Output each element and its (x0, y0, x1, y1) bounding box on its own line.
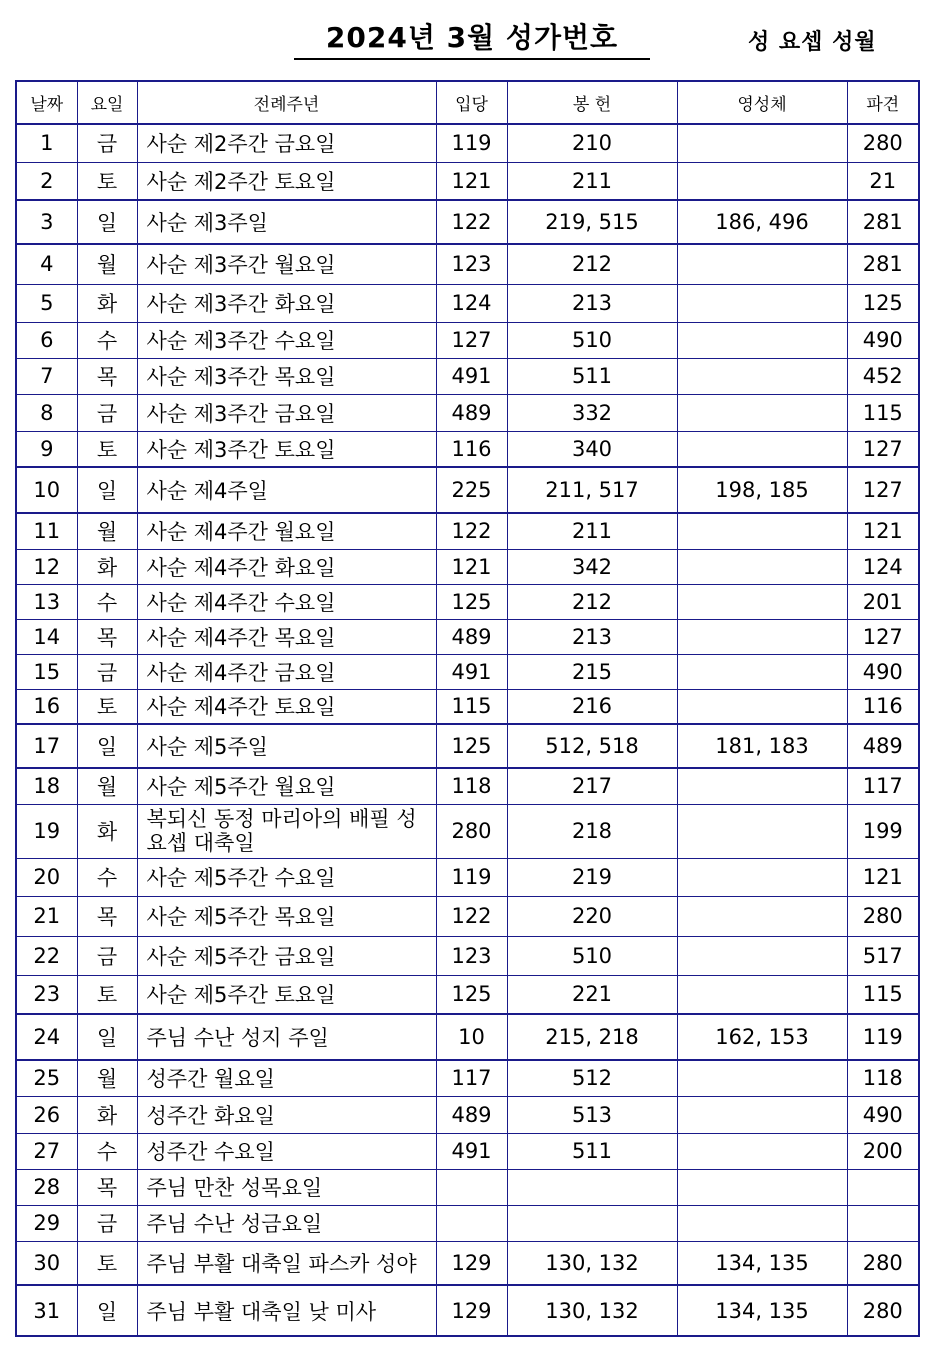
cell-recessional: 280 (847, 1241, 919, 1285)
table-row (16, 858, 919, 896)
cell-liturgy: 사순 제5주간 금요일 (137, 936, 436, 975)
cell-day: 토 (77, 689, 137, 724)
cell-recessional: 121 (847, 513, 919, 549)
cell-communion (677, 1169, 847, 1205)
cell-day: 수 (77, 858, 137, 896)
cell-liturgy: 사순 제3주간 월요일 (137, 244, 436, 284)
cell-day: 일 (77, 1014, 137, 1060)
column-header-date: 날짜 (16, 81, 77, 124)
cell-liturgy: 사순 제4주간 토요일 (137, 689, 436, 724)
cell-date: 31 (16, 1285, 77, 1336)
column-header-entrance: 입당 (436, 81, 507, 124)
cell-offertory: 210 (507, 124, 677, 162)
cell-entrance: 127 (436, 322, 507, 358)
cell-liturgy: 사순 제5주간 토요일 (137, 975, 436, 1014)
cell-day: 금 (77, 654, 137, 689)
cell-entrance: 122 (436, 200, 507, 244)
cell-communion (677, 689, 847, 724)
cell-date: 11 (16, 513, 77, 549)
cell-entrance (436, 1169, 507, 1205)
table-row (16, 200, 919, 244)
cell-communion (677, 1060, 847, 1096)
cell-liturgy: 사순 제5주간 월요일 (137, 768, 436, 804)
cell-day: 일 (77, 200, 137, 244)
cell-recessional: 281 (847, 244, 919, 284)
cell-offertory: 216 (507, 689, 677, 724)
cell-communion (677, 1133, 847, 1169)
cell-recessional: 517 (847, 936, 919, 975)
cell-entrance: 489 (436, 394, 507, 431)
cell-recessional: 280 (847, 896, 919, 936)
cell-entrance: 489 (436, 619, 507, 654)
cell-liturgy: 주님 수난 성금요일 (137, 1205, 436, 1241)
cell-recessional: 127 (847, 431, 919, 467)
cell-offertory: 221 (507, 975, 677, 1014)
cell-date: 20 (16, 858, 77, 896)
cell-offertory: 512 (507, 1060, 677, 1096)
cell-date: 8 (16, 394, 77, 431)
cell-day: 토 (77, 1241, 137, 1285)
cell-recessional: 21 (847, 162, 919, 200)
column-header-liturgy: 전례주년 (137, 81, 436, 124)
table-row (16, 431, 919, 467)
cell-liturgy: 사순 제3주간 금요일 (137, 394, 436, 431)
table-row (16, 1060, 919, 1096)
cell-liturgy: 복되신 동정 마리아의 배필 성 요셉 대축일 (137, 804, 436, 858)
cell-entrance: 125 (436, 584, 507, 619)
table-row (16, 804, 919, 858)
cell-date: 4 (16, 244, 77, 284)
cell-communion (677, 768, 847, 804)
cell-day: 금 (77, 936, 137, 975)
cell-liturgy: 사순 제4주간 목요일 (137, 619, 436, 654)
cell-entrance: 491 (436, 654, 507, 689)
cell-date: 24 (16, 1014, 77, 1060)
column-header-recessional: 파견 (847, 81, 919, 124)
cell-recessional: 281 (847, 200, 919, 244)
cell-date: 5 (16, 284, 77, 322)
cell-recessional: 280 (847, 124, 919, 162)
cell-entrance: 116 (436, 431, 507, 467)
cell-date: 1 (16, 124, 77, 162)
cell-recessional: 116 (847, 689, 919, 724)
table-row (16, 284, 919, 322)
table-row (16, 1205, 919, 1241)
cell-day: 수 (77, 322, 137, 358)
cell-date: 10 (16, 467, 77, 513)
cell-day: 금 (77, 394, 137, 431)
cell-day: 금 (77, 124, 137, 162)
cell-communion (677, 896, 847, 936)
cell-communion (677, 124, 847, 162)
cell-communion: 198, 185 (677, 467, 847, 513)
cell-offertory: 211 (507, 513, 677, 549)
table-row (16, 549, 919, 584)
cell-recessional: 200 (847, 1133, 919, 1169)
cell-recessional: 199 (847, 804, 919, 858)
cell-liturgy: 성주간 화요일 (137, 1096, 436, 1133)
table-row (16, 162, 919, 200)
table-row (16, 1096, 919, 1133)
cell-liturgy: 사순 제4주간 화요일 (137, 549, 436, 584)
cell-date: 26 (16, 1096, 77, 1133)
cell-entrance: 121 (436, 162, 507, 200)
cell-day: 금 (77, 1205, 137, 1241)
cell-entrance: 489 (436, 1096, 507, 1133)
cell-offertory: 512, 518 (507, 724, 677, 768)
cell-offertory: 130, 132 (507, 1285, 677, 1336)
column-header-offertory: 봉 헌 (507, 81, 677, 124)
cell-day: 화 (77, 1096, 137, 1133)
cell-liturgy: 사순 제2주간 금요일 (137, 124, 436, 162)
cell-date: 30 (16, 1241, 77, 1285)
cell-recessional: 127 (847, 467, 919, 513)
cell-communion (677, 394, 847, 431)
cell-entrance: 115 (436, 689, 507, 724)
cell-date: 21 (16, 896, 77, 936)
cell-recessional (847, 1205, 919, 1241)
cell-liturgy: 사순 제3주일 (137, 200, 436, 244)
cell-recessional (847, 1169, 919, 1205)
cell-offertory: 332 (507, 394, 677, 431)
cell-liturgy: 사순 제4주일 (137, 467, 436, 513)
cell-communion (677, 804, 847, 858)
cell-entrance: 225 (436, 467, 507, 513)
cell-day: 수 (77, 1133, 137, 1169)
column-header-day: 요일 (77, 81, 137, 124)
cell-communion (677, 858, 847, 896)
cell-liturgy: 성주간 수요일 (137, 1133, 436, 1169)
cell-recessional: 201 (847, 584, 919, 619)
cell-date: 15 (16, 654, 77, 689)
table-row (16, 1133, 919, 1169)
cell-entrance: 118 (436, 768, 507, 804)
table-row (16, 654, 919, 689)
cell-liturgy: 주님 부활 대축일 파스카 성야 (137, 1241, 436, 1285)
cell-recessional: 119 (847, 1014, 919, 1060)
cell-entrance (436, 1205, 507, 1241)
cell-offertory (507, 1169, 677, 1205)
cell-entrance: 129 (436, 1285, 507, 1336)
cell-entrance: 123 (436, 936, 507, 975)
table-row (16, 768, 919, 804)
cell-date: 27 (16, 1133, 77, 1169)
parish-subtitle: 성 요셉 성월 (748, 30, 877, 55)
cell-date: 3 (16, 200, 77, 244)
cell-entrance: 124 (436, 284, 507, 322)
page-title: 2024년 3월 성가번호 (294, 18, 650, 60)
cell-entrance: 280 (436, 804, 507, 858)
cell-offertory: 219 (507, 858, 677, 896)
cell-communion: 134, 135 (677, 1285, 847, 1336)
cell-entrance: 119 (436, 124, 507, 162)
cell-entrance: 125 (436, 724, 507, 768)
cell-day: 화 (77, 804, 137, 858)
cell-recessional: 115 (847, 394, 919, 431)
cell-day: 화 (77, 284, 137, 322)
cell-day: 토 (77, 431, 137, 467)
cell-day: 목 (77, 896, 137, 936)
cell-offertory: 213 (507, 284, 677, 322)
cell-offertory: 219, 515 (507, 200, 677, 244)
cell-entrance: 122 (436, 513, 507, 549)
cell-communion (677, 284, 847, 322)
cell-recessional: 489 (847, 724, 919, 768)
cell-day: 목 (77, 1169, 137, 1205)
cell-offertory: 218 (507, 804, 677, 858)
cell-date: 25 (16, 1060, 77, 1096)
cell-communion: 181, 183 (677, 724, 847, 768)
cell-offertory: 213 (507, 619, 677, 654)
table-row (16, 358, 919, 394)
cell-offertory: 510 (507, 936, 677, 975)
cell-offertory: 215, 218 (507, 1014, 677, 1060)
cell-recessional: 452 (847, 358, 919, 394)
cell-date: 7 (16, 358, 77, 394)
cell-liturgy: 주님 만찬 성목요일 (137, 1169, 436, 1205)
cell-day: 목 (77, 358, 137, 394)
cell-communion (677, 322, 847, 358)
cell-liturgy: 사순 제5주간 수요일 (137, 858, 436, 896)
table-row (16, 584, 919, 619)
table-row (16, 513, 919, 549)
table-row (16, 619, 919, 654)
cell-date: 16 (16, 689, 77, 724)
cell-recessional: 125 (847, 284, 919, 322)
cell-date: 29 (16, 1205, 77, 1241)
cell-day: 토 (77, 162, 137, 200)
cell-liturgy: 사순 제5주간 목요일 (137, 896, 436, 936)
cell-entrance: 491 (436, 1133, 507, 1169)
cell-entrance: 121 (436, 549, 507, 584)
cell-day: 일 (77, 467, 137, 513)
cell-date: 13 (16, 584, 77, 619)
cell-day: 목 (77, 619, 137, 654)
cell-date: 17 (16, 724, 77, 768)
table-row (16, 724, 919, 768)
table-row (16, 975, 919, 1014)
cell-date: 6 (16, 322, 77, 358)
table-row (16, 936, 919, 975)
cell-liturgy: 사순 제4주간 수요일 (137, 584, 436, 619)
cell-entrance: 117 (436, 1060, 507, 1096)
hymn-schedule-table (15, 80, 920, 1337)
cell-date: 28 (16, 1169, 77, 1205)
cell-liturgy: 사순 제3주간 목요일 (137, 358, 436, 394)
cell-day: 월 (77, 768, 137, 804)
cell-offertory (507, 1205, 677, 1241)
table-row (16, 322, 919, 358)
cell-communion (677, 619, 847, 654)
table-header-row (16, 81, 919, 124)
table-row (16, 1169, 919, 1205)
cell-communion (677, 162, 847, 200)
cell-offertory: 212 (507, 584, 677, 619)
cell-day: 수 (77, 584, 137, 619)
cell-recessional: 124 (847, 549, 919, 584)
table-row (16, 244, 919, 284)
table-row (16, 1285, 919, 1336)
cell-liturgy: 주님 부활 대축일 낮 미사 (137, 1285, 436, 1336)
cell-communion (677, 549, 847, 584)
cell-date: 18 (16, 768, 77, 804)
cell-entrance: 119 (436, 858, 507, 896)
cell-communion (677, 244, 847, 284)
cell-communion (677, 513, 847, 549)
table-row (16, 124, 919, 162)
cell-entrance: 122 (436, 896, 507, 936)
cell-offertory: 513 (507, 1096, 677, 1133)
table-row (16, 896, 919, 936)
cell-communion (677, 654, 847, 689)
cell-liturgy: 사순 제3주간 화요일 (137, 284, 436, 322)
cell-liturgy: 성주간 월요일 (137, 1060, 436, 1096)
cell-offertory: 511 (507, 1133, 677, 1169)
cell-offertory: 212 (507, 244, 677, 284)
cell-liturgy: 사순 제5주일 (137, 724, 436, 768)
cell-recessional: 490 (847, 1096, 919, 1133)
cell-offertory: 130, 132 (507, 1241, 677, 1285)
table-row (16, 394, 919, 431)
cell-day: 토 (77, 975, 137, 1014)
cell-liturgy: 주님 수난 성지 주일 (137, 1014, 436, 1060)
cell-recessional: 118 (847, 1060, 919, 1096)
table-row (16, 1241, 919, 1285)
cell-communion (677, 1096, 847, 1133)
cell-communion (677, 358, 847, 394)
cell-communion: 134, 135 (677, 1241, 847, 1285)
table-row (16, 1014, 919, 1060)
cell-recessional: 121 (847, 858, 919, 896)
cell-offertory: 211 (507, 162, 677, 200)
cell-communion (677, 431, 847, 467)
cell-liturgy: 사순 제2주간 토요일 (137, 162, 436, 200)
cell-date: 12 (16, 549, 77, 584)
cell-communion (677, 975, 847, 1014)
cell-date: 19 (16, 804, 77, 858)
cell-offertory: 511 (507, 358, 677, 394)
cell-day: 월 (77, 513, 137, 549)
cell-offertory: 211, 517 (507, 467, 677, 513)
cell-recessional: 127 (847, 619, 919, 654)
cell-day: 월 (77, 1060, 137, 1096)
cell-offertory: 215 (507, 654, 677, 689)
cell-recessional: 280 (847, 1285, 919, 1336)
cell-date: 23 (16, 975, 77, 1014)
cell-communion (677, 584, 847, 619)
column-header-communion: 영성체 (677, 81, 847, 124)
cell-recessional: 490 (847, 654, 919, 689)
cell-liturgy: 사순 제4주간 금요일 (137, 654, 436, 689)
cell-recessional: 490 (847, 322, 919, 358)
cell-communion: 186, 496 (677, 200, 847, 244)
cell-entrance: 123 (436, 244, 507, 284)
cell-liturgy: 사순 제3주간 수요일 (137, 322, 436, 358)
cell-day: 월 (77, 244, 137, 284)
cell-entrance: 491 (436, 358, 507, 394)
cell-communion (677, 1205, 847, 1241)
table-row (16, 467, 919, 513)
cell-offertory: 340 (507, 431, 677, 467)
cell-date: 9 (16, 431, 77, 467)
cell-entrance: 125 (436, 975, 507, 1014)
cell-communion: 162, 153 (677, 1014, 847, 1060)
cell-entrance: 10 (436, 1014, 507, 1060)
cell-offertory: 342 (507, 549, 677, 584)
cell-recessional: 117 (847, 768, 919, 804)
cell-day: 일 (77, 724, 137, 768)
cell-liturgy: 사순 제4주간 월요일 (137, 513, 436, 549)
cell-offertory: 510 (507, 322, 677, 358)
table-row (16, 689, 919, 724)
cell-date: 22 (16, 936, 77, 975)
cell-recessional: 115 (847, 975, 919, 1014)
cell-date: 14 (16, 619, 77, 654)
cell-entrance: 129 (436, 1241, 507, 1285)
cell-offertory: 220 (507, 896, 677, 936)
cell-communion (677, 936, 847, 975)
cell-offertory: 217 (507, 768, 677, 804)
cell-liturgy: 사순 제3주간 토요일 (137, 431, 436, 467)
cell-day: 일 (77, 1285, 137, 1336)
cell-day: 화 (77, 549, 137, 584)
cell-date: 2 (16, 162, 77, 200)
